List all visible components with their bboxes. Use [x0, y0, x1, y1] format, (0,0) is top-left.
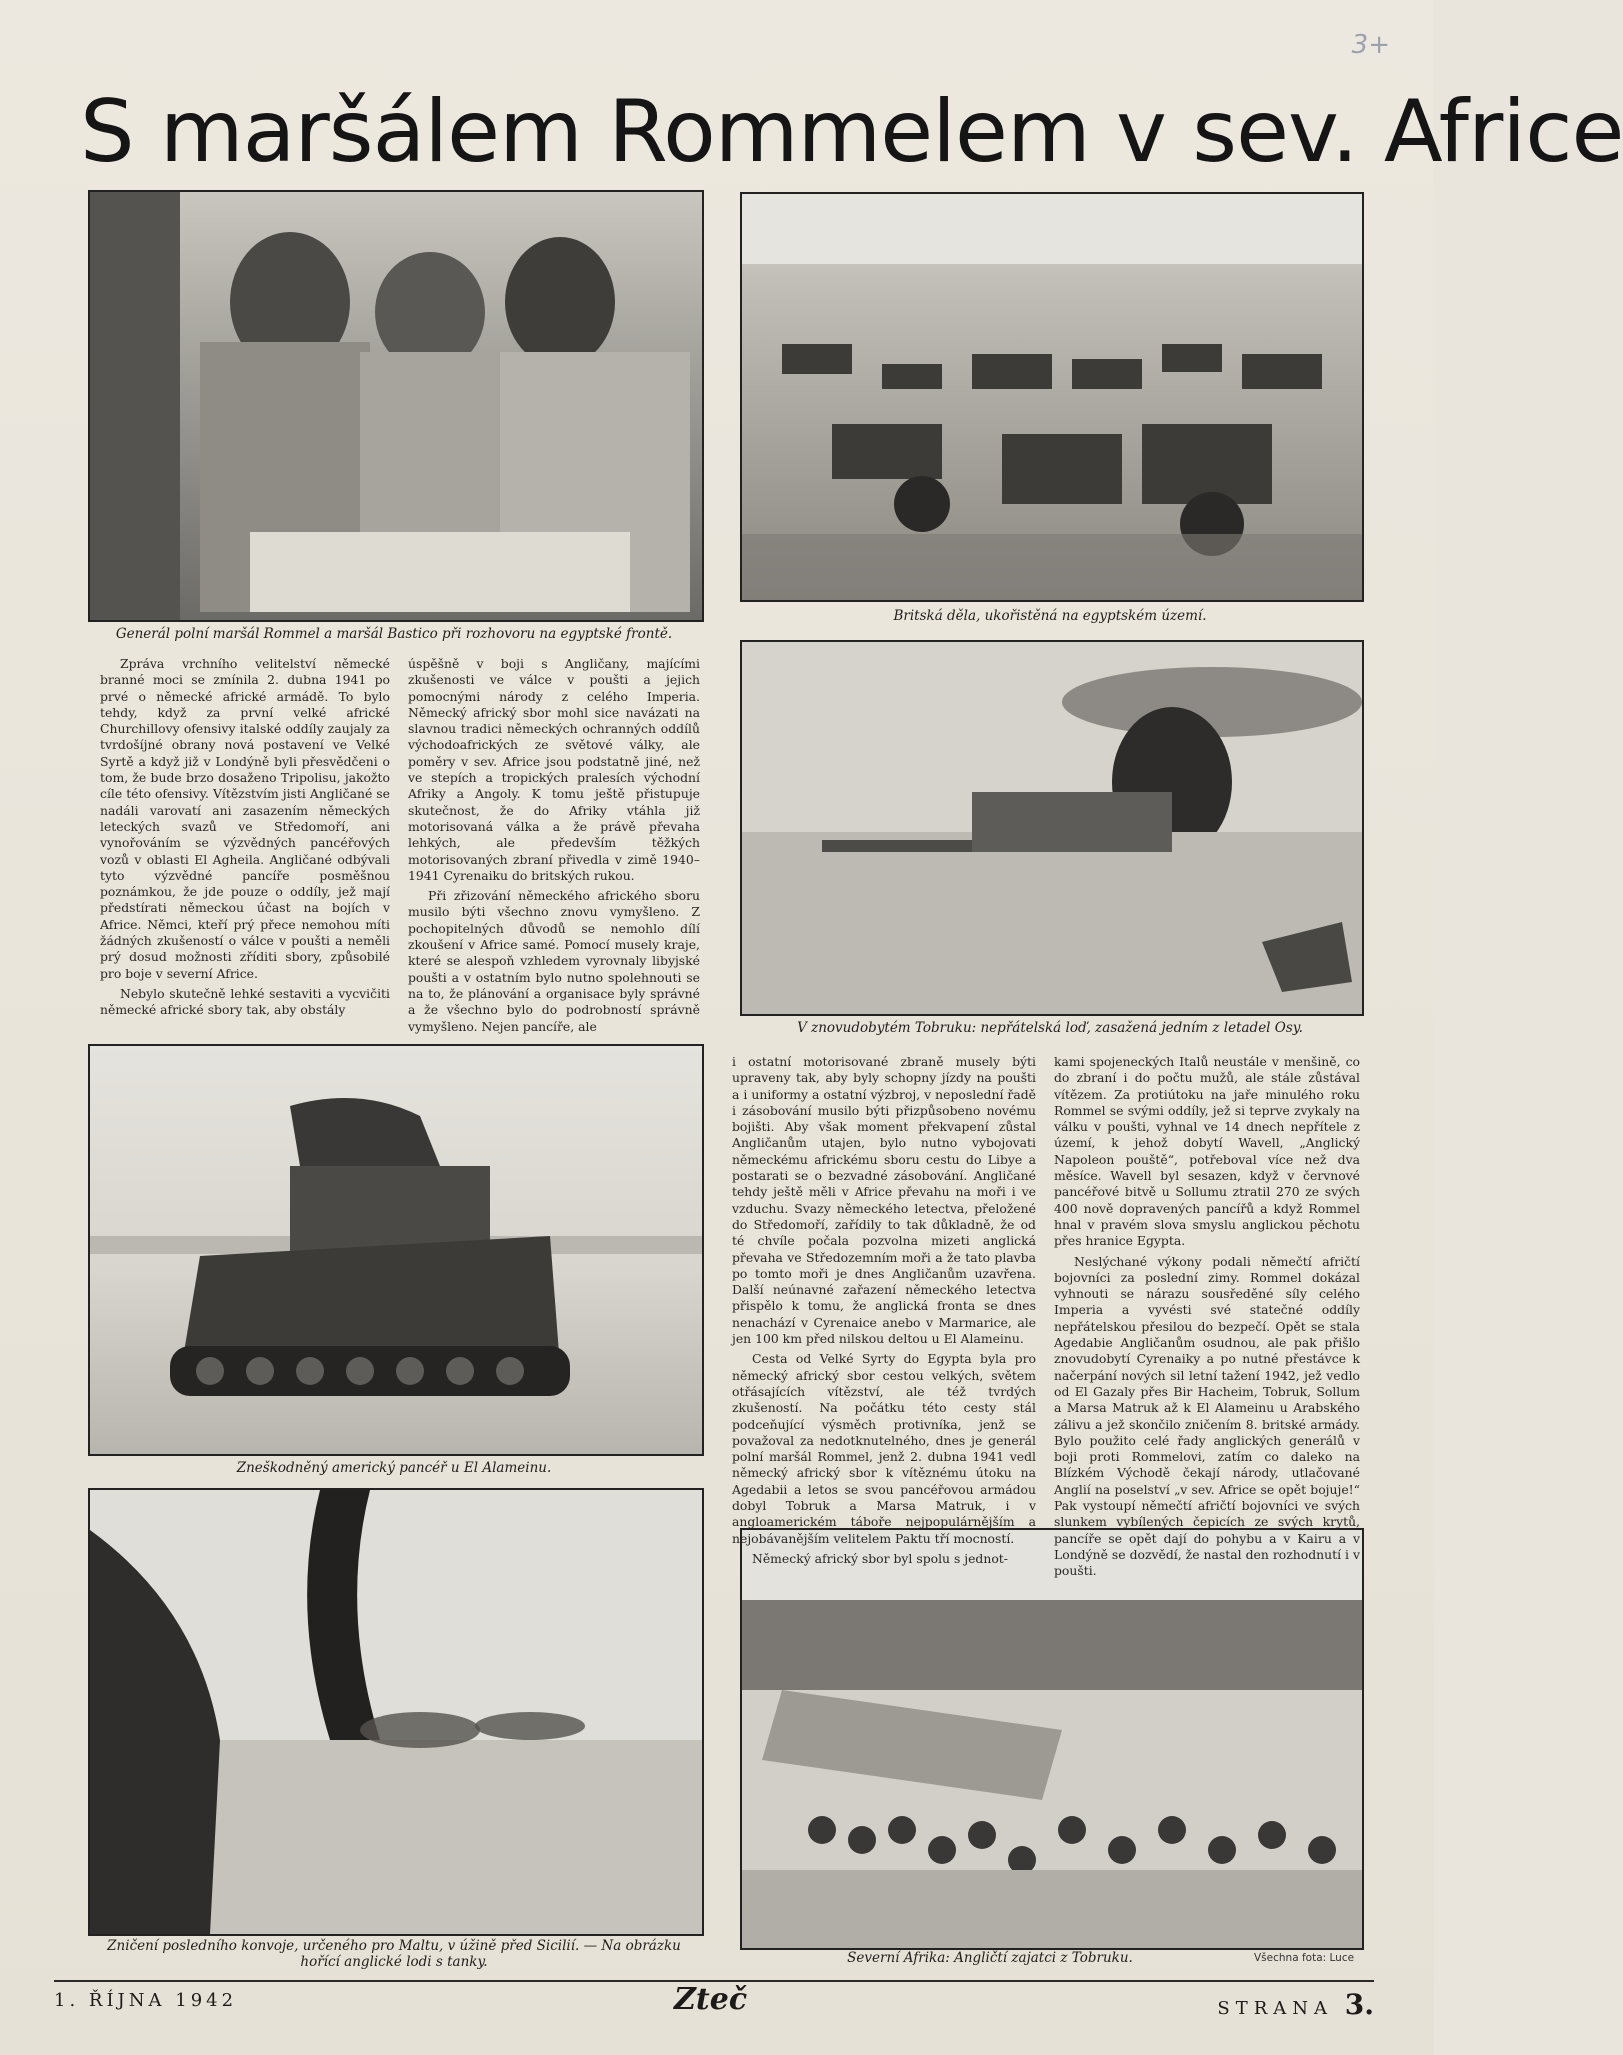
caption-convoy: Zničení posledního konvoje, určeného pro Maltu, v úžině před Sicilií. — Na obrázku hořící anglické lodi s tanky.: [107, 1938, 681, 1970]
article-paragraph: Zpráva vrchního velitelství německé branné moci se zmínila 2. dubna 1941 po prvé o německé africké armádě. To bylo tehdy, když za první velké africké Churchillovy ofensivy italské oddíly zaujaly za tvrdošíjné obrany nová postavení ve Velké Syrtě a když již v Londýně byli přesvědčeni o tom, že bude brzo dosaženo Tripolisu, jakožto cíle této ofensivy. Vítězstvím jisti Angličané se nadáli varovatí ani zasazením německých leteckých svazů ve Středomoří, ani vynořováním se výzvědných pancéřových vozů v oblasti El Agheila. Angličané odbývali tyto výzvědné pancíře posměšnou poznámkou, že jde pouze o oddíly, jež mají předstírati německou účast na bojích v Africe. Němci, kteří prý přece nemohou míti žádných zkušeností o válce v poušti a neměli prý dosud možnosti zříditi sbory, způsobilé pro boje v severní Africe.: [100, 656, 390, 981]
article-paragraph: i ostatní motorisované zbraně musely býti upraveny tak, aby byly schopny jízdy na poušti a i uniformy a ostatní výzbroj, v neposlední řadě i zásobování musilo býti přizpůsobeno novému bojišti. Aby však moment překvapení zůstal Angličanům utajen, bylo nutno vybojovati německému africkému sboru cestu do Libye a postarati se o bezvadné zásobování. Angličané tehdy ještě měli v Africe převahu na moři i ve vzduchu. Svazy německého letectva, přeložené do Středomoří, zařídily to tak důkladně, že od té chvíle počala pozvolna mizeti anglická převaha ve Středozemním moři a že tato plavba po tomto moři je dnes Angličanům uzavřena. Další neúnavné zařazení německého letectva přispělo k tomu, že anglická fronta se dnes nenachází v Cyrenaice anebo v Marmarice, ale jen 100 km před nilskou deltou u El Alameinu.: [732, 1054, 1036, 1347]
photo-british-guns: [740, 192, 1364, 602]
photo-credit: Všechna fota: Luce: [1254, 1952, 1355, 1964]
caption-rommel-bastico: Generál polní maršál Rommel a maršál Bastico při rozhovoru na egyptské frontě.: [115, 626, 673, 642]
article-paragraph: Nebylo skutečně lehké sestaviti a vycvičiti německé africké sbory tak, aby obstály: [100, 985, 390, 1018]
caption-prisoners: Severní Afrika: Angličtí zajatci z Tobruku.: [847, 1950, 1133, 1966]
issue-date: 1. ŘÍJNA 1942: [54, 1990, 238, 2011]
page-number-value: 3.: [1344, 1988, 1374, 2021]
article-column-1: [100, 656, 390, 1028]
photo-tobruk-ship: [740, 640, 1364, 1016]
page-footer: [54, 1980, 1374, 2022]
article-paragraph: Neslýchané výkony podali němečtí afričtí bojovníci za poslední zimy. Rommel dokázal vyhnouti se nárazu sousředěné síly celého Imperia a vyvésti své statečné oddíly nepřátelskou přesilou do bezpečí. Opět se stala Agedabie Angličanům osudnou, ale pak přišlo znovudobytí Cyrenaiky a po nutné přestávce k načerpání nových sil letní tažení 1942, jež vedlo od El Gazaly přes Bir Hacheim, Tobruk, Sollum a Marsa Matruk až k El Alameinu u Arabského zálivu a jež skončilo zničením 8. britské armády. Bylo použito celé řady anglických generálů v boji proti Rommelovi, zatím co daleko na Blízkém Východě čekají národy, utlačované Anglií na poselství „v sev. Africe se opět bojuje!“ Pak vystoupí němečtí afričtí bojovníci ve svých slunkem vybílených čepicích ze svých krytů, pancíře se opět dají do pohybu a v Kairu a v Londýně se dozvědí, že nastal den rozhodnutí i v poušti.: [1054, 1253, 1360, 1579]
article-column-2: [408, 656, 700, 1034]
page-title: S maršálem Rommelem v sev. Africe: [80, 82, 1623, 182]
article-column-4: [1054, 1054, 1360, 1579]
page-number: [1217, 1988, 1374, 2021]
article-paragraph: Cesta od Velké Syrty do Egypta byla pro německý africký sbor cestou velkých, světem otřásajících vítězství, ale též tvrdých zkušeností. Na počátku této cesty stál podceňující výsměch protivníka, jenž se považoval za nedotknutelného, dnes je generál polní maršál Rommel, jenž 2. dubna 1941 vedl německý africký sbor k vítěznému útoku na Agedabii a letos se svou pancéřovou armádou dobyl Tobruk a Marsa Matruk, i v angloamerickém táboře nejpopulárnějším a nejobávanějším velitelem Paktu tří mocností.: [732, 1351, 1036, 1546]
caption-british-guns: Britská děla, ukořistěná na egyptském území.: [893, 608, 1207, 624]
article-column-3: [732, 1054, 1036, 1566]
article-paragraph: Při zřizování německého afrického sboru musilo býti všechno znovu vymyšleno. Z pochopitelných důvodů se nemohlo dílí zkoušení v Africe samé. Pomocí musely kraje, které se alespoň vzhledem vyrovnaly libyjské poušti a v ostatním bylo nutno spolehnouti se na to, že plánování a organisace byly správné a že všechno bylo do podrobností správně vymyšleno. Nejen pancíře, ale: [408, 888, 700, 1034]
article-paragraph: Německý africký sbor byl spolu s jednot-: [752, 1550, 1008, 1566]
handwritten-page-mark: 3+: [1351, 30, 1390, 60]
photo-prisoners: [740, 1528, 1364, 1950]
magazine-logo: Zteč: [674, 1982, 748, 2017]
photo-rommel-bastico: [88, 190, 704, 622]
page-label: STRANA: [1217, 1998, 1334, 2019]
article-paragraph: kami spojeneckých Italů neustále v menšině, co do zbraní i do počtu mužů, ale stále zůstával vítězem. Za protiútoku na jaře minulého roku Rommel se svými oddíly, jež si teprve zvykaly na válku v poušti, vyhnal ve 14 dnech nepřítele z území, k jehož dobytí Wavell, „Anglický Napoleon pouště“, potřeboval více než dva měsíce. Wavell byl sesazen, když v červnové pancéřové bitvě u Sollumu ztratil 270 ze svých 400 nově dopravených pancířů a když Rommel hnal v pravém slova smyslu anglickou pěchotu přes hranice Egypta.: [1054, 1054, 1360, 1249]
caption-tobruk-ship: V znovudobytém Tobruku: nepřátelská loď, zasažená jedním z letadel Osy.: [797, 1020, 1303, 1036]
photo-american-tank: [88, 1044, 704, 1456]
photo-convoy: [88, 1488, 704, 1936]
caption-american-tank: Zneškodněný americký pancéř u El Alameinu.: [236, 1460, 552, 1476]
article-paragraph: úspěšně v boji s Angličany, majícími zkušenosti ve válce v poušti a jejich pomocnými národy z celého Imperia. Německý africký sbor mohl sice navázati na slavnou tradici německých ochranných oddílů východoafrických ze světové války, ale poměry v sev. Africe jsou podstatně jiné, než ve stepích a tropických pralesích východní Afriky a Angoly. K tomu ještě přistupuje skutečnost, že do Afriky vtáhla již motorisovaná válka a že právě převaha lehkých, ale především těžkých motorisovaných zbraní přivedla v zimě 1940–1941 Cyrenaiku do britských rukou.: [408, 656, 700, 883]
